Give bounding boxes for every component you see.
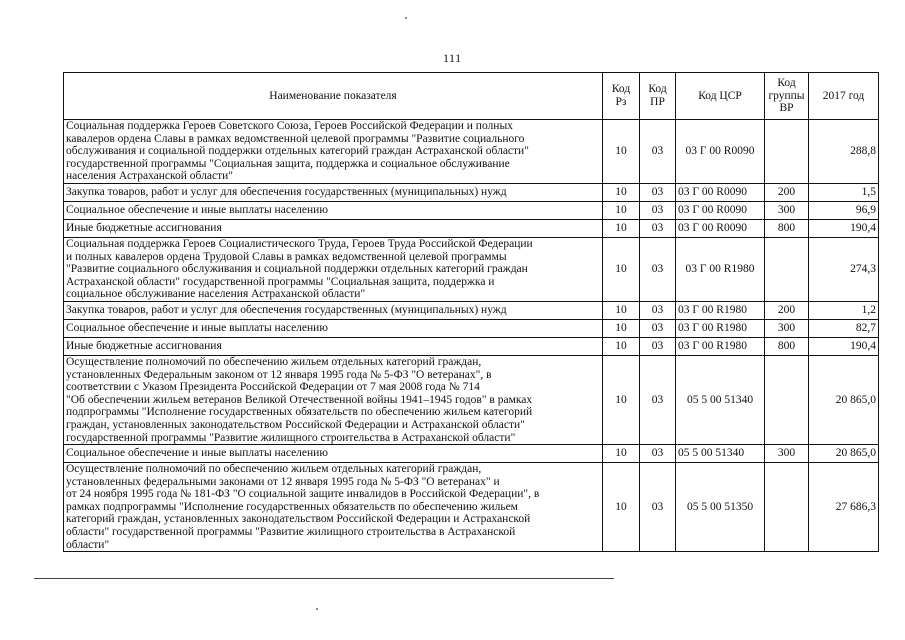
row-pr: 03 xyxy=(640,237,676,301)
row-vr: 300 xyxy=(765,319,809,337)
row-pr: 03 xyxy=(640,183,676,201)
row-name-line: социальное обслуживание населения Астраханской области" xyxy=(66,288,366,301)
row-rz: 10 xyxy=(603,120,640,184)
table-row xyxy=(64,201,879,219)
row-csr: 03 Г 00 R1980 xyxy=(676,337,765,355)
row-pr: 03 xyxy=(640,445,676,463)
row-name-line: категорий граждан, установленных законодательством Российской Федерации и Астраханской xyxy=(66,513,531,526)
row-csr: 03 Г 00 R0090 xyxy=(676,201,765,219)
row-rz: 10 xyxy=(603,301,640,319)
row-pr: 03 xyxy=(640,120,676,184)
row-name-line: обслуживания и социальной поддержки отдельных категорий граждан Астраханской области" xyxy=(66,145,529,158)
row-vr: 200 xyxy=(765,301,809,319)
row-name-line: соответствии с Указом Президента Российской Федерации от 7 мая 2008 года № 714 xyxy=(66,381,480,394)
row-name-line: Осуществление полномочий по обеспечению жильем отдельных категорий граждан, xyxy=(66,463,482,476)
row-csr: 03 Г 00 R1980 xyxy=(676,237,765,301)
row-vr: 200 xyxy=(765,183,809,201)
row-csr: 03 Г 00 R0090 xyxy=(676,183,765,201)
header-pr xyxy=(640,73,676,120)
scan-speck xyxy=(316,608,318,610)
header-csr: Код ЦСР xyxy=(676,73,765,120)
row-vr: 800 xyxy=(765,219,809,237)
row-csr: 05 5 00 51340 xyxy=(676,355,765,444)
table-row xyxy=(64,445,879,463)
row-name-line: кавалеров ордена Славы в рамках ведомственной целевой программы "Развитие социального xyxy=(66,132,525,145)
row-vr xyxy=(765,120,809,184)
row-pr: 03 xyxy=(640,201,676,219)
row-name-line: Осуществление полномочий по обеспечению жильем отдельных категорий граждан, xyxy=(66,355,482,368)
header-rz-line: Рз xyxy=(615,96,627,108)
row-name-line: рамках подпрограммы "Исполнение государственных обязательств по обеспечению жильем xyxy=(66,500,518,513)
row-name-line: граждан, установленных законодательством Российской Федерации и Астраханской области" xyxy=(66,418,525,431)
row-name-line: населения Астраханской области" xyxy=(66,170,233,183)
row-vr: 300 xyxy=(765,201,809,219)
row-rz: 10 xyxy=(603,319,640,337)
row-sum: 27 686,3 xyxy=(809,463,879,552)
scan-artifact-line xyxy=(34,578,614,579)
row-pr: 03 xyxy=(640,319,676,337)
header-pr-line: Код xyxy=(648,83,667,96)
scan-speck xyxy=(405,17,407,19)
row-sum: 1,2 xyxy=(809,301,879,319)
row-name xyxy=(64,355,603,444)
row-vr xyxy=(765,237,809,301)
row-sum: 20 865,0 xyxy=(809,445,879,463)
row-name-line: Социальная поддержка Героев Социалистического Труда, Героев Труда Российской Федерации xyxy=(66,237,533,250)
row-name xyxy=(64,319,603,337)
row-vr xyxy=(765,463,809,552)
row-name-line: Социальная поддержка Героев Советского Союза, Героев Российской Федерации и полных xyxy=(66,120,513,132)
row-csr: 05 5 00 51350 xyxy=(676,463,765,552)
row-pr: 03 xyxy=(640,463,676,552)
row-name-line: Социальное обеспечение и иные выплаты населению xyxy=(66,447,328,460)
row-name-line: Закупка товаров, работ и услуг для обеспечения государственных (муниципальных) нужд xyxy=(66,186,507,199)
row-sum: 96,9 xyxy=(809,201,879,219)
row-rz: 10 xyxy=(603,183,640,201)
table-row xyxy=(64,183,879,201)
row-vr: 300 xyxy=(765,445,809,463)
header-vr-line: ВР xyxy=(779,102,794,115)
header-rz-line: Код xyxy=(611,83,631,96)
row-name-line: от 24 ноября 1995 года № 181-ФЗ "О социальной защите инвалидов в Российской Федерации", в xyxy=(66,488,540,501)
row-csr: 03 Г 00 R1980 xyxy=(676,301,765,319)
row-name-line: и полных кавалеров ордена Трудовой Славы в рамках ведомственной целевой программы xyxy=(66,250,507,263)
row-csr: 03 Г 00 R0090 xyxy=(676,120,765,184)
table-row xyxy=(64,120,879,184)
row-csr: 03 Г 00 R1980 xyxy=(676,319,765,337)
row-pr: 03 xyxy=(640,219,676,237)
row-name-line: Закупка товаров, работ и услуг для обеспечения государственных (муниципальных) нужд xyxy=(66,304,507,317)
row-csr: 05 5 00 51340 xyxy=(676,445,765,463)
row-name-line: Астраханской области" государственной программы "Социальная защита, поддержка и xyxy=(66,275,495,288)
row-name xyxy=(64,301,603,319)
row-name-line: Социальное обеспечение и иные выплаты населению xyxy=(66,204,328,217)
header-rz xyxy=(603,73,640,120)
header-pr-line: ПР xyxy=(650,96,665,108)
row-name xyxy=(64,201,603,219)
row-sum: 190,4 xyxy=(809,337,879,355)
row-name-line: "Об обеспечении жильем ветеранов Великой Отечественной войны 1941–1945 годов" в рамках xyxy=(66,393,533,406)
row-rz: 10 xyxy=(603,237,640,301)
row-rz: 10 xyxy=(603,337,640,355)
row-vr xyxy=(765,355,809,444)
row-name xyxy=(64,183,603,201)
table-row xyxy=(64,355,879,444)
row-sum: 288,8 xyxy=(809,120,879,184)
row-name-line: установленных Федеральным законом от 12 января 1995 года № 5-ФЗ "О ветеранах", в xyxy=(66,368,492,381)
row-rz: 10 xyxy=(603,201,640,219)
row-rz: 10 xyxy=(603,463,640,552)
row-name xyxy=(64,445,603,463)
row-name xyxy=(64,219,603,237)
row-pr: 03 xyxy=(640,355,676,444)
row-name xyxy=(64,237,603,301)
row-name-line: Иные бюджетные ассигнования xyxy=(66,222,222,235)
page-number: 111 xyxy=(443,51,462,65)
table-row xyxy=(64,463,879,552)
row-vr: 800 xyxy=(765,337,809,355)
row-name-line: подпрограммы "Исполнение государственных обязательств по обеспечению жильем категорий xyxy=(66,406,533,419)
row-sum: 274,3 xyxy=(809,237,879,301)
header-year: 2017 год xyxy=(809,73,879,120)
row-name-line: области" xyxy=(66,538,110,551)
row-rz: 10 xyxy=(603,445,640,463)
row-sum: 190,4 xyxy=(809,219,879,237)
row-name-line: "Развитие социального обслуживания и социальной поддержки отдельных категорий граждан xyxy=(66,263,528,276)
row-name xyxy=(64,337,603,355)
row-name-line: области" государственной программы "Развитие жилищного строительства в Астраханской xyxy=(66,526,516,539)
table-row xyxy=(64,337,879,355)
row-sum: 1,5 xyxy=(809,183,879,201)
table-row xyxy=(64,237,879,301)
row-name xyxy=(64,120,603,184)
header-vr xyxy=(765,73,809,120)
row-name-line: установленных федеральными законами от 12 января 1995 года № 5-ФЗ "О ветеранах" и xyxy=(66,475,500,488)
row-name-line: государственной программы "Развитие жилищного строительства в Астраханской области" xyxy=(66,431,516,444)
table-row xyxy=(64,301,879,319)
row-pr: 03 xyxy=(640,301,676,319)
row-name-line: государственной программы "Социальная защита, поддержка и социальное обслуживание xyxy=(66,157,510,170)
row-name-line: Социальное обеспечение и иные выплаты населению xyxy=(66,322,328,335)
budget-table xyxy=(63,72,879,552)
row-rz: 10 xyxy=(603,219,640,237)
header-row xyxy=(64,73,879,120)
table-row xyxy=(64,319,879,337)
row-sum: 20 865,0 xyxy=(809,355,879,444)
row-csr: 03 Г 00 R0090 xyxy=(676,219,765,237)
header-vr-line: группы xyxy=(768,89,805,102)
table-row xyxy=(64,219,879,237)
row-name-line: Иные бюджетные ассигнования xyxy=(66,340,222,353)
header-vr-line: Код xyxy=(777,77,796,90)
row-rz: 10 xyxy=(603,355,640,444)
row-sum: 82,7 xyxy=(809,319,879,337)
header-name: Наименование показателя xyxy=(64,73,603,120)
row-pr: 03 xyxy=(640,337,676,355)
row-name xyxy=(64,463,603,552)
